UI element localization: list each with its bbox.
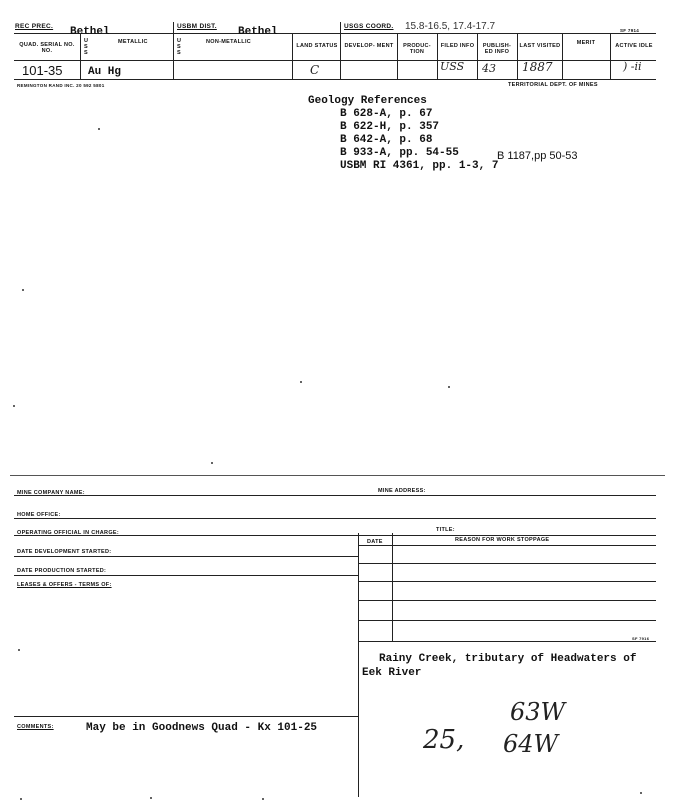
col-quad-serial: QUAD. SERIAL NO. NO. bbox=[19, 42, 75, 54]
form-number-2: SF 7916 bbox=[632, 636, 650, 641]
title-label: TITLE: bbox=[436, 527, 455, 533]
header-bottom-rule bbox=[14, 33, 656, 34]
divider bbox=[292, 33, 293, 79]
divider bbox=[340, 22, 341, 79]
speck bbox=[18, 649, 20, 651]
divider bbox=[437, 33, 438, 79]
geology-ref: USBM RI 4361, pp. 1-3, 7 bbox=[340, 160, 499, 172]
card-top-edge bbox=[10, 475, 665, 476]
filed-info-value: USS bbox=[440, 60, 465, 73]
published-info-value: 43 bbox=[482, 62, 496, 75]
printer-imprint: REMINGTON RAND INC. 20 592 5801 bbox=[17, 83, 105, 88]
divider bbox=[392, 533, 393, 641]
divider bbox=[173, 22, 174, 79]
col-production: PRODUC- TION bbox=[403, 43, 431, 55]
leases-label: LEASES & OFFERS - TERMS OF: bbox=[17, 582, 112, 588]
geology-ref: B 933-A, pp. 54-55 bbox=[340, 147, 459, 159]
divider bbox=[517, 33, 518, 79]
rule bbox=[358, 641, 656, 642]
speck bbox=[300, 381, 302, 383]
metallic-value: Au Hg bbox=[88, 66, 122, 78]
rule bbox=[14, 518, 656, 519]
speck bbox=[211, 462, 213, 464]
col-last-visited: LAST VISITED bbox=[519, 43, 561, 49]
divider bbox=[610, 33, 611, 79]
rule bbox=[362, 495, 656, 496]
divider bbox=[477, 33, 478, 79]
speck bbox=[22, 289, 24, 291]
row-bottom-rule bbox=[14, 79, 656, 80]
rule bbox=[358, 600, 656, 601]
department-imprint: TERRITORIAL DEPT. OF MINES bbox=[508, 82, 598, 88]
handwritten-range-2: 64W bbox=[503, 730, 559, 758]
speck bbox=[20, 798, 22, 800]
divider bbox=[397, 33, 398, 79]
comments-label: COMMENTS: bbox=[17, 724, 54, 730]
col-u-nonmetallic: U S S bbox=[177, 38, 182, 56]
mine-company-name-label: MINE COMPANY NAME: bbox=[17, 490, 85, 496]
divider bbox=[80, 33, 81, 79]
divider bbox=[562, 33, 563, 79]
geology-heading: Geology References bbox=[308, 95, 427, 107]
rule bbox=[358, 563, 656, 564]
quad-serial-value: 101-35 bbox=[22, 63, 63, 78]
col-metallic: METALLIC bbox=[118, 39, 148, 45]
speck bbox=[262, 798, 264, 800]
speck bbox=[448, 386, 450, 388]
operating-official-label: OPERATING OFFICIAL IN CHARGE: bbox=[17, 530, 119, 536]
col-development: DEVELOP- MENT bbox=[344, 43, 394, 49]
geology-ref: B 642-A, p. 68 bbox=[340, 134, 433, 146]
reason-column-label: REASON FOR WORK STOPPAGE bbox=[455, 537, 550, 543]
mine-address-label: MINE ADDRESS: bbox=[378, 488, 426, 494]
date-production-label: DATE PRODUCTION STARTED: bbox=[17, 568, 107, 574]
usgs-coord-value: 15.8-16.5, 17.4-17.7 bbox=[405, 21, 496, 32]
rule bbox=[14, 716, 358, 717]
row-top-rule bbox=[14, 60, 656, 61]
location-line: Eek River bbox=[362, 667, 422, 679]
col-active-idle: ACTIVE IDLE bbox=[615, 43, 653, 49]
handwritten-number: 25, bbox=[423, 725, 465, 755]
geology-side-note: B 1187,pp 50-53 bbox=[497, 150, 578, 162]
geology-refs bbox=[340, 108, 498, 173]
speck bbox=[13, 405, 15, 407]
rule bbox=[14, 556, 358, 557]
comments-value: May be in Goodnews Quad - Kx 101-25 bbox=[86, 722, 318, 734]
form-number: SF 7914 bbox=[620, 28, 640, 33]
usgs-coord-label: USGS COORD. bbox=[344, 23, 394, 30]
location-text bbox=[362, 652, 636, 680]
rec-prec-label: REC PREC. bbox=[15, 23, 54, 30]
geology-ref: B 628-A, p. 67 bbox=[340, 108, 433, 120]
rec-prec-value: Bethel bbox=[70, 26, 110, 38]
usbm-dist-label: USBM DIST. bbox=[177, 23, 217, 30]
usbm-dist-value: Bethel bbox=[238, 26, 278, 38]
location-line: Rainy Creek, tributary of Headwaters of bbox=[379, 653, 637, 665]
land-status-value: C bbox=[310, 63, 320, 77]
col-nonmetallic: NON-METALLIC bbox=[206, 39, 252, 45]
rule bbox=[358, 545, 656, 546]
col-u-metallic: U S S bbox=[84, 38, 89, 56]
rule bbox=[14, 575, 358, 576]
rule bbox=[358, 620, 656, 621]
last-visited-value: 1887 bbox=[522, 60, 553, 74]
speck bbox=[640, 792, 642, 794]
home-office-label: HOME OFFICE: bbox=[17, 512, 61, 518]
col-published-info: PUBLISH- ED INFO bbox=[482, 43, 512, 55]
col-filed-info: FILED INFO bbox=[440, 43, 475, 49]
handwritten-range-1: 63W bbox=[510, 698, 566, 726]
geology-ref: B 622-H, p. 357 bbox=[340, 121, 440, 133]
date-development-label: DATE DEVELOPMENT STARTED: bbox=[17, 549, 112, 555]
date-column-label: DATE bbox=[367, 539, 383, 545]
speck bbox=[98, 128, 100, 130]
divider bbox=[358, 533, 359, 797]
speck bbox=[150, 797, 152, 799]
col-merit: MERIT bbox=[576, 40, 596, 46]
active-idle-value: ) -ii bbox=[623, 60, 642, 73]
col-land-status: LAND STATUS bbox=[296, 43, 338, 49]
rule bbox=[358, 581, 656, 582]
